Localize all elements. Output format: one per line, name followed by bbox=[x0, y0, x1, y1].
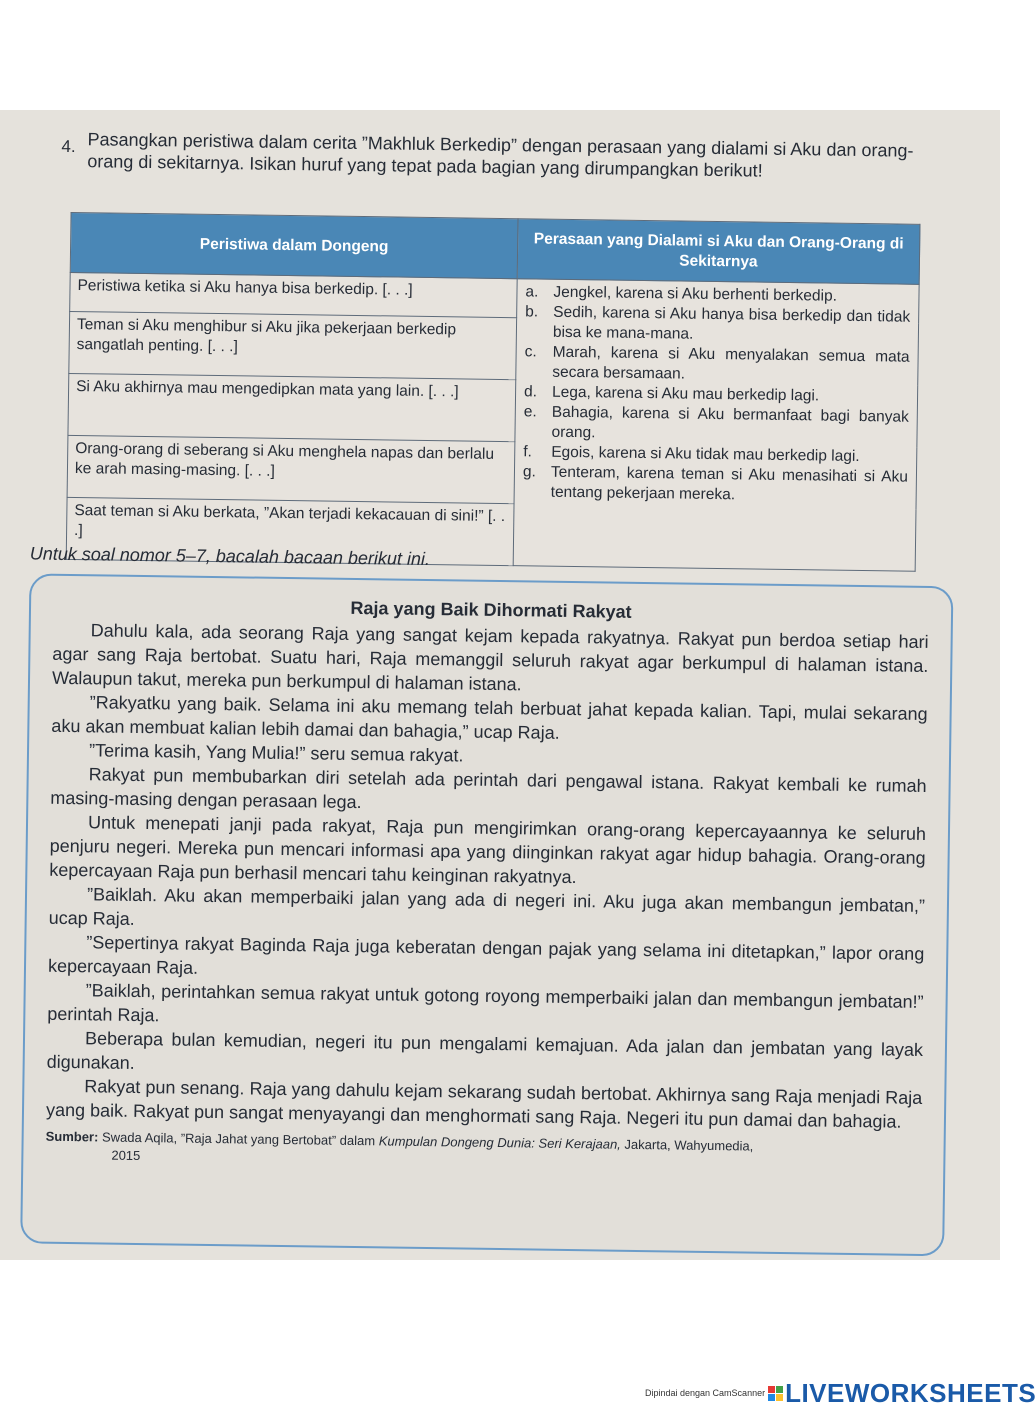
feeling-option bbox=[524, 342, 910, 387]
story-paragraph: ”Rakyatku yang baik. Selama ini aku memang telah berbuat jahat kepada kalian. Tapi, mulai sekarang aku akan membuat kalian lebih damai dan bahagia,” ucap Raja. bbox=[51, 692, 928, 743]
option-letter: g. bbox=[522, 463, 537, 481]
option-letter: f. bbox=[523, 443, 533, 461]
story-body bbox=[46, 618, 929, 1134]
event-cell: Peristiwa ketika si Aku hanya bisa berkedip. [. . .] bbox=[70, 272, 518, 317]
source-publisher: Jakarta, Wahyumedia, bbox=[624, 1136, 754, 1154]
footer bbox=[645, 1378, 1036, 1408]
logo-square bbox=[768, 1394, 775, 1401]
logo-square bbox=[768, 1386, 775, 1393]
liveworksheets-brand[interactable]: LIVEWORKSHEETS bbox=[785, 1377, 1036, 1408]
story-paragraph: ”Baiklah. Aku akan memperbaiki jalan yang ada di negeri ini. Aku juga akan membangun jembatan,” ucap Raja. bbox=[48, 884, 926, 929]
event-cell: Teman si Aku menghibur si Aku jika pekerjaan berkedip sangatlah penting. [. . .] bbox=[69, 311, 517, 379]
source-text: Swada Aqila, ”Raja Jahat yang Bertobat” dalam bbox=[101, 1129, 376, 1149]
story-paragraph: Rakyat pun senang. Raja yang dahulu kejam sekarang sudah bertobat. Akhirnya sang Raja menjadi Raja yang baik. Rakyat pun sangat menyayangi dan menghormati sang Raja. Negeri itu pun damai dan bahagia. bbox=[45, 1076, 923, 1132]
feeling-option bbox=[525, 302, 911, 347]
story-paragraph: Rakyat pun membubarkan diri setelah ada perintah dari pengawal istana. Rakyat kembali ke rumah masing-masing dengan perasaan lega. bbox=[50, 764, 927, 813]
option-text: Egois, karena si Aku tidak mau berkedip lagi. bbox=[551, 443, 860, 465]
option-text: Lega, karena si Aku mau berkedip lagi. bbox=[551, 383, 820, 405]
story-title: Raja yang Baik Dihormati Rakyat bbox=[350, 597, 632, 622]
question-text: Pasangkan peristiwa dalam cerita ”Makhluk Berkedip” dengan perasaan yang dialami si Aku dan orang-orang di sekitarnya. Isikan huruf yang tepat pada bagian yang dirumpangkan berikut! bbox=[87, 129, 914, 181]
header-feelings: Perasaan yang Dialami si Aku dan Orang-Orang di Sekitarnya bbox=[517, 219, 920, 285]
option-letter: e. bbox=[523, 403, 537, 421]
option-letter: c. bbox=[524, 343, 537, 361]
source-label: Sumber: bbox=[45, 1128, 99, 1145]
feelings-options bbox=[513, 279, 919, 572]
story-paragraph: ”Baiklah, perintahkan semua rakyat untuk gotong royong memperbaiki jalan dan membangun jembatan!” perintah Raja. bbox=[47, 980, 924, 1026]
source-book: Kumpulan Dongeng Dunia: Seri Kerajaan, bbox=[378, 1133, 621, 1152]
event-cell: Orang-orang di seberang si Aku menghela napas dan berlalu ke arah masing-masing. [. . .] bbox=[67, 435, 515, 503]
textbook-page bbox=[0, 110, 1000, 1260]
option-letter: a. bbox=[525, 283, 539, 301]
scanner-text: Dipindai dengan CamScanner bbox=[645, 1388, 766, 1398]
logo-square bbox=[776, 1394, 783, 1401]
option-text: Tenteram, karena teman si Aku menasihati si Aku tentang pekerjaan mereka. bbox=[550, 463, 909, 504]
option-text: Sedih, karena si Aku hanya bisa berkedip dan tidak bisa ke mana-mana. bbox=[552, 303, 911, 343]
question-number: 4. bbox=[61, 136, 76, 157]
event-cell: Saat teman si Aku berkata, ”Akan terjadi kekacauan di sini!” [. . .] bbox=[66, 497, 514, 565]
story-paragraph: ”Sepertinya rakyat Baginda Raja juga keberatan dengan pajak yang selama ini ditetapkan,” lapor orang kepercayaan Raja. bbox=[47, 932, 925, 978]
option-letter: d. bbox=[523, 383, 538, 401]
event-cell: Si Aku akhirnya mau mengedipkan mata yang lain. [. . .] bbox=[68, 373, 516, 441]
option-letter: b. bbox=[525, 303, 539, 321]
feeling-option bbox=[523, 462, 909, 507]
story-paragraph: ”Terima kasih, Yang Mulia!” seru semua rakyat. bbox=[88, 740, 464, 766]
header-events: Peristiwa dalam Dongeng bbox=[70, 212, 518, 278]
matching-table bbox=[66, 212, 921, 572]
liveworksheets-logo-icon bbox=[768, 1386, 783, 1401]
story-paragraph: Beberapa bulan kemudian, negeri itu pun mengalami kemajuan. Ada jalan dan jembatan yang layak digunakan. bbox=[46, 1028, 924, 1073]
reading-instruction: Untuk soal nomor 5–7, bacalah bacaan berikut ini. bbox=[29, 543, 431, 570]
option-text: Jengkel, karena si Aku berhenti berkedip. bbox=[553, 283, 838, 305]
story-paragraph: Dahulu kala, ada seorang Raja yang sangat kejam kepada rakyatnya. Rakyat pun berdoa setiap hari agar sang Raja bertobat. Suatu hari, Raja memanggil seluruh rakyat agar berkumpul di halaman istana. Walaupun takut, mereka pun berkumpul di halaman istana. bbox=[51, 620, 929, 695]
option-text: Marah, karena si Aku menyalakan semua mata secara bersamaan. bbox=[552, 343, 910, 383]
story-box bbox=[20, 573, 953, 1256]
story-paragraph: Untuk menepati janji pada rakyat, Raja pun mengirimkan orang-orang kepercayaannya ke seluruh penjuru negeri. Mereka pun mencari informasi apa yang diinginkan rakyat agar hidup bahagia. Orang-orang kepercayaan Raja pun berhasil mencari tahu keinginan rakyatnya. bbox=[49, 812, 927, 888]
story-source bbox=[45, 1128, 921, 1176]
source-year: 2015 bbox=[111, 1147, 141, 1164]
feeling-option bbox=[523, 402, 909, 447]
logo-square bbox=[776, 1386, 783, 1393]
option-text: Bahagia, karena si Aku bermanfaat bagi banyak orang. bbox=[551, 403, 909, 442]
